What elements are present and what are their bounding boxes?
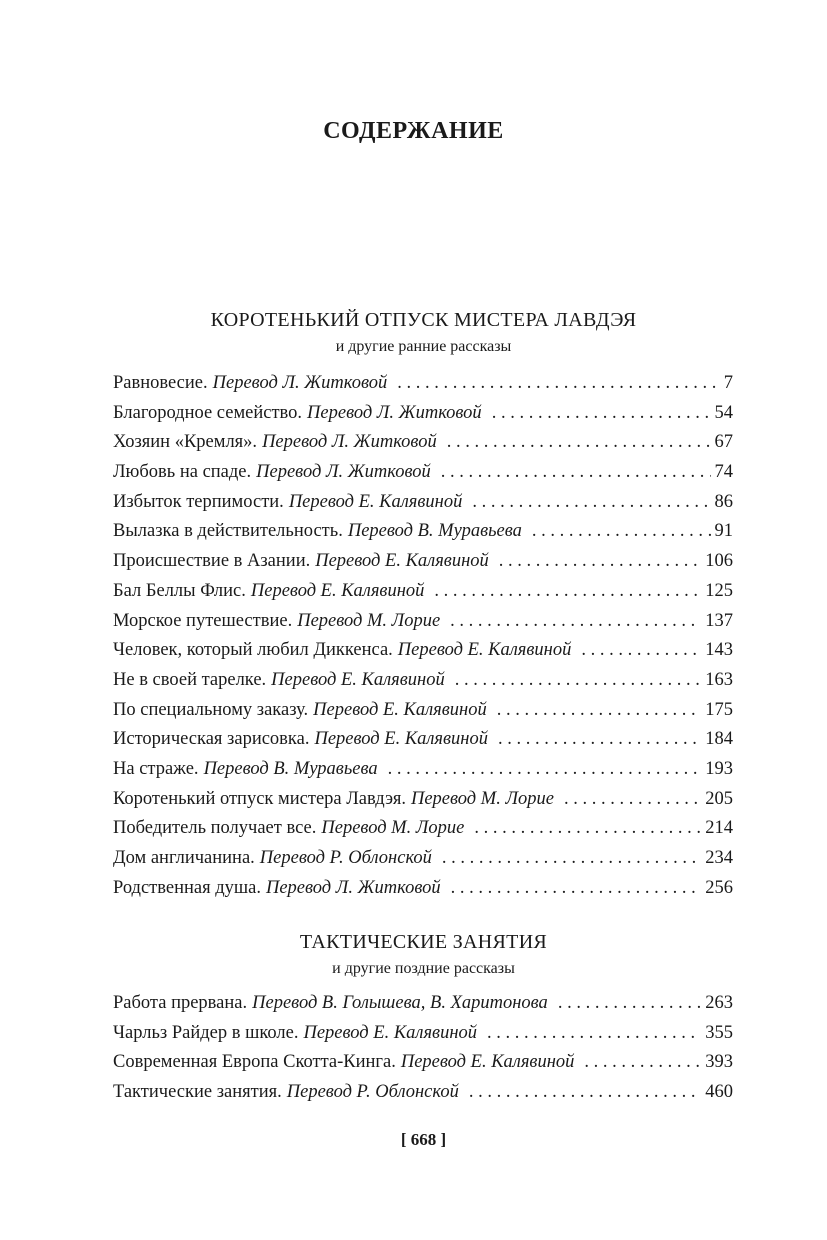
dot-leader bbox=[487, 1023, 701, 1044]
toc-entry bbox=[113, 789, 733, 819]
dot-leader bbox=[450, 611, 701, 632]
toc-entry-translator: Перевод В. Голышева, В. Харитонова bbox=[252, 993, 548, 1013]
toc-entry bbox=[113, 373, 733, 403]
toc-entry-page-number: 143 bbox=[705, 640, 733, 661]
toc-entry-title: Равновесие. bbox=[113, 373, 208, 393]
toc-entry bbox=[113, 492, 733, 522]
toc-entry-translator: Перевод Л. Житковой bbox=[262, 432, 437, 453]
toc-entry-title: Происшествие в Азании. bbox=[113, 551, 311, 572]
toc-entry-page-number: 355 bbox=[705, 1022, 733, 1043]
toc-entry-translator: Перевод М. Лорие bbox=[297, 610, 441, 631]
toc-entry-title: Чарльз Райдер в школе. bbox=[113, 1022, 299, 1043]
toc-entry-title: Избыток терпимости. bbox=[113, 491, 284, 512]
dot-leader bbox=[492, 403, 711, 424]
toc-entry-title: Историческая зарисовка. bbox=[113, 729, 310, 750]
toc-entry-translator: Перевод В. Муравьева bbox=[347, 521, 522, 542]
toc-entry-translator: Перевод Е. Калявиной bbox=[250, 580, 425, 601]
dot-leader bbox=[558, 993, 701, 1014]
dot-leader bbox=[469, 1082, 701, 1103]
toc-entry bbox=[113, 462, 733, 492]
section-heading-early-stories: КОРОТЕНЬКИЙ ОТПУСК МИСТЕРА ЛАВДЭЯ bbox=[210, 309, 637, 331]
toc-entry-translator: Перевод Л. Житковой bbox=[265, 877, 441, 898]
toc-entry-title: По специальному заказу. bbox=[113, 699, 309, 720]
toc-entry-translator: Перевод Е. Калявиной bbox=[313, 699, 487, 720]
section-heading-late-stories: ТАКТИЧЕСКИЕ ЗАНЯТИЯ bbox=[299, 931, 548, 953]
toc-entry-translator: Перевод М. Лорие bbox=[410, 788, 554, 809]
toc-entry bbox=[113, 581, 733, 611]
dot-leader bbox=[497, 700, 702, 721]
toc-entry bbox=[113, 403, 733, 433]
toc-entry-title: Морское путешествие. bbox=[113, 610, 293, 631]
page-number-folio: [ 668 ] bbox=[400, 1130, 447, 1149]
toc-entry-translator: Перевод В. Муравьева bbox=[203, 758, 378, 779]
toc-entry-page-number: 67 bbox=[714, 432, 733, 453]
toc-entry-title: Дом англичанина. bbox=[113, 848, 255, 868]
toc-entry-page-number: 234 bbox=[705, 848, 733, 868]
toc-entry bbox=[113, 729, 733, 759]
toc-entry bbox=[113, 848, 733, 878]
dot-leader bbox=[451, 878, 702, 899]
toc-entry-page-number: 91 bbox=[714, 521, 733, 542]
toc-entry-translator: Перевод Л. Житковой bbox=[256, 462, 431, 483]
toc-list-early-stories bbox=[113, 373, 733, 907]
section-subheading-early-stories: и другие ранние рассказы bbox=[335, 338, 512, 355]
toc-entry-page-number: 214 bbox=[705, 818, 733, 839]
section-subheading-late-stories: и другие поздние рассказы bbox=[332, 960, 515, 977]
toc-entry bbox=[113, 1052, 733, 1082]
toc-entry-title: Работа прервана. bbox=[113, 993, 248, 1013]
toc-entry bbox=[113, 551, 733, 581]
toc-entry bbox=[113, 993, 733, 1023]
toc-entry-title: Вылазка в действительность. bbox=[113, 521, 343, 542]
toc-list-late-stories bbox=[113, 993, 733, 1112]
toc-entry-title: Любовь на спаде. bbox=[113, 462, 252, 483]
toc-entry-page-number: 175 bbox=[705, 699, 733, 720]
toc-entry-page-number: 7 bbox=[723, 373, 733, 393]
toc-entry-translator: Перевод Л. Житковой bbox=[307, 402, 482, 423]
toc-entry-page-number: 393 bbox=[705, 1052, 733, 1073]
toc-entry-page-number: 74 bbox=[714, 462, 733, 483]
toc-entry-title: Бал Беллы Флис. bbox=[113, 580, 246, 601]
dot-leader bbox=[581, 640, 701, 661]
toc-entry-title: Победитель получает все. bbox=[113, 818, 317, 839]
dot-leader bbox=[441, 462, 711, 483]
dot-leader bbox=[388, 759, 702, 780]
toc-entry bbox=[113, 700, 733, 730]
toc-entry bbox=[113, 521, 733, 551]
dot-leader bbox=[397, 373, 719, 394]
toc-entry-title: Благородное семейство. bbox=[113, 402, 303, 423]
toc-entry-translator: Перевод Р. Облонской bbox=[259, 848, 432, 868]
dot-leader bbox=[472, 492, 710, 513]
dot-leader bbox=[434, 581, 701, 602]
toc-entry-translator: Перевод Е. Калявиной bbox=[303, 1022, 478, 1043]
toc-entry-page-number: 86 bbox=[714, 491, 733, 512]
toc-entry-page-number: 125 bbox=[705, 580, 733, 601]
toc-entry-page-number: 163 bbox=[705, 669, 733, 690]
toc-entry bbox=[113, 611, 733, 641]
toc-entry-page-number: 193 bbox=[705, 758, 733, 779]
dot-leader bbox=[498, 729, 701, 750]
toc-entry-page-number: 137 bbox=[705, 610, 733, 631]
toc-entry-title: Тактические занятия. bbox=[113, 1082, 282, 1103]
toc-entry bbox=[113, 670, 733, 700]
dot-leader bbox=[499, 551, 701, 572]
toc-entry-translator: Перевод Р. Облонской bbox=[286, 1082, 459, 1103]
toc-entry-page-number: 184 bbox=[705, 729, 733, 750]
toc-entry-translator: Перевод Е. Калявиной bbox=[315, 551, 489, 572]
toc-entry-translator: Перевод Л. Житковой bbox=[212, 373, 388, 393]
toc-entry-title: Коротенький отпуск мистера Лавдэя. bbox=[113, 788, 406, 809]
toc-entry-translator: Перевод Е. Калявиной bbox=[397, 640, 572, 661]
dot-leader bbox=[442, 848, 701, 869]
toc-entry-translator: Перевод Е. Калявиной bbox=[400, 1052, 575, 1073]
page-title: СОДЕРЖАНИЕ bbox=[323, 118, 504, 144]
toc-entry-page-number: 256 bbox=[705, 877, 733, 898]
toc-entry-title: На страже. bbox=[113, 758, 199, 779]
toc-entry-translator: Перевод Е. Калявиной bbox=[271, 669, 445, 690]
toc-entry-title: Современная Европа Скотта-Кинга. bbox=[113, 1052, 396, 1073]
toc-entry bbox=[113, 818, 733, 848]
toc-entry bbox=[113, 1082, 733, 1112]
toc-entry-translator: Перевод Е. Калявиной bbox=[314, 729, 488, 750]
dot-leader bbox=[455, 670, 702, 691]
toc-entry-title: Не в своей тарелке. bbox=[113, 669, 267, 690]
dot-leader bbox=[532, 521, 711, 542]
toc-entry-page-number: 54 bbox=[714, 402, 733, 423]
toc-entry bbox=[113, 878, 733, 908]
toc-entry-page-number: 263 bbox=[705, 993, 733, 1013]
toc-entry bbox=[113, 432, 733, 462]
dot-leader bbox=[474, 818, 701, 839]
toc-entry-title: Человек, который любил Диккенса. bbox=[113, 640, 393, 661]
toc-entry bbox=[113, 759, 733, 789]
toc-entry-page-number: 460 bbox=[705, 1082, 733, 1103]
toc-entry bbox=[113, 640, 733, 670]
dot-leader bbox=[584, 1052, 701, 1073]
dot-leader bbox=[564, 789, 701, 810]
toc-entry-title: Хозяин «Кремля». bbox=[113, 432, 258, 453]
toc-entry-translator: Перевод М. Лорие bbox=[321, 818, 465, 839]
toc-entry bbox=[113, 1023, 733, 1053]
toc-entry-page-number: 106 bbox=[705, 551, 733, 572]
toc-entry-translator: Перевод Е. Калявиной bbox=[288, 491, 463, 512]
toc-entry-title: Родственная душа. bbox=[113, 877, 261, 898]
toc-entry-page-number: 205 bbox=[705, 788, 733, 809]
dot-leader bbox=[447, 432, 711, 453]
